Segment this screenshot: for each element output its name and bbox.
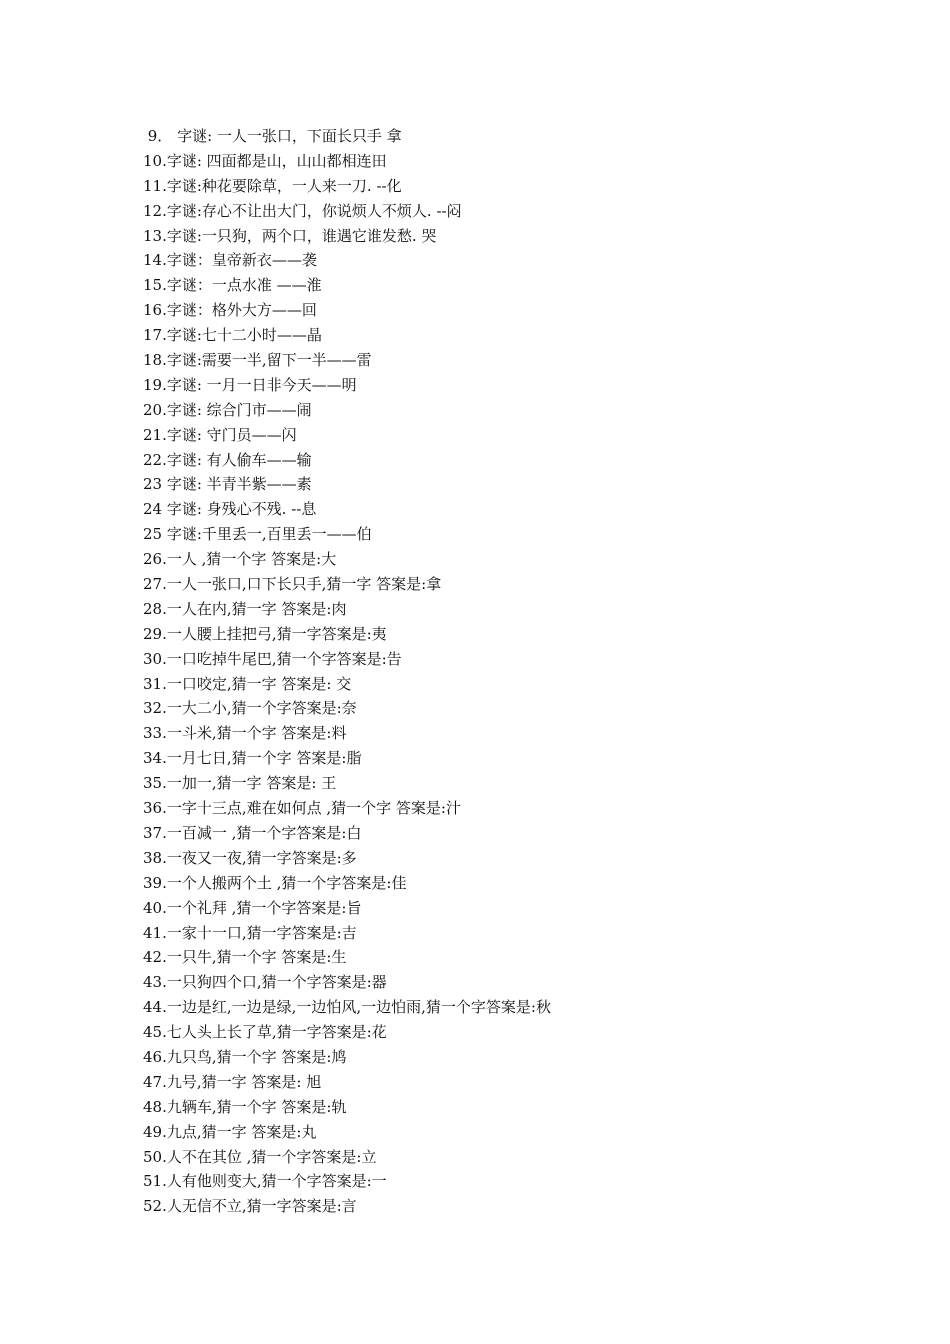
riddle-line: 29.一人腰上挂把弓,猜一字答案是:夷 (143, 624, 387, 643)
riddle-line: 22.字谜: 有人偷车——输 (143, 450, 312, 469)
riddle-line: 18.字谜:需要一半,留下一半——雷 (143, 351, 372, 370)
riddle-line: 47.九号,猜一字 答案是: 旭 (143, 1072, 322, 1091)
riddle-line: 23 字谜: 半青半紫——素 (143, 475, 312, 494)
riddle-line: 10.字谜: 四面都是山，山山都相连田 (143, 151, 387, 170)
riddle-line: 38.一夜又一夜,猜一字答案是:多 (143, 848, 357, 867)
riddle-line: 41.一家十一口,猜一字答案是:吉 (143, 923, 357, 942)
riddle-line: 24 字谜: 身残心不残. --息 (143, 500, 317, 519)
riddle-line: 28.一人在内,猜一字 答案是:肉 (143, 599, 347, 618)
riddle-line: 31.一口咬定,猜一字 答案是: 交 (143, 674, 352, 693)
riddle-line: 14.字谜：皇帝新衣——袭 (143, 251, 317, 270)
riddle-line: 25 字谜:千里丢一,百里丢一——伯 (143, 525, 372, 544)
riddle-line: 30.一口吃掉牛尾巴,猜一个字答案是:告 (143, 649, 402, 668)
riddle-line: 35.一加一,猜一字 答案是: 王 (143, 774, 337, 793)
riddle-line: 21.字谜: 守门员——闪 (143, 425, 297, 444)
riddle-line: 16.字谜：格外大方——回 (143, 301, 317, 320)
riddle-line: 51.人有他则变大,猜一个字答案是:一 (143, 1172, 387, 1191)
riddle-line: 17.字谜:七十二小时——晶 (143, 326, 322, 345)
riddle-line: 37.一百减一 ,猜一个字答案是:白 (143, 823, 362, 842)
riddle-line: 44.一边是红,一边是绿,一边怕风,一边怕雨,猜一个字答案是:秋 (143, 998, 551, 1017)
riddle-line: 12.字谜:存心不让出大门，你说烦人不烦人. --闷 (143, 201, 462, 220)
riddle-line: 36.一字十三点,难在如何点 ,猜一个字 答案是:汁 (143, 799, 461, 818)
riddle-line: 27.一人一张口,口下长只手,猜一字 答案是:拿 (143, 575, 442, 594)
riddle-line: 39.一个人搬两个土 ,猜一个字答案是:佳 (143, 873, 407, 892)
riddle-list (143, 124, 551, 1219)
riddle-line: 20.字谜: 综合门市——闹 (143, 400, 312, 419)
riddle-line: 40.一个礼拜 ,猜一个字答案是:旨 (143, 898, 362, 917)
riddle-line: 9． 字谜: 一人一张口，下面长只手 拿 (143, 127, 402, 145)
riddle-line: 42.一只牛,猜一个字 答案是:生 (143, 948, 347, 967)
riddle-line: 33.一斗米,猜一个字 答案是:料 (143, 724, 347, 743)
riddle-line: 19.字谜: 一月一日非今天——明 (143, 375, 357, 394)
riddle-line: 50.人不在其位 ,猜一个字答案是:立 (143, 1147, 377, 1166)
riddle-line: 26.一人 ,猜一个字 答案是:大 (143, 550, 337, 569)
riddle-line: 52.人无信不立,猜一字答案是:言 (143, 1197, 357, 1216)
riddle-line: 49.九点,猜一字 答案是:丸 (143, 1122, 317, 1141)
riddle-line: 34.一月七日,猜一个字 答案是:脂 (143, 749, 362, 768)
riddle-line: 15.字谜：一点水准 ——淮 (143, 276, 322, 295)
riddle-line: 48.九辆车,猜一个字 答案是:轨 (143, 1097, 347, 1116)
riddle-line: 45.七人头上长了草,猜一字答案是:花 (143, 1023, 387, 1042)
riddle-line: 32.一大二小,猜一个字答案是:奈 (143, 699, 357, 718)
riddle-line: 43.一只狗四个口,猜一个字答案是:器 (143, 973, 387, 992)
riddle-line: 11.字谜:种花要除草，一人来一刀. --化 (143, 176, 402, 195)
riddle-line: 13.字谜:一只狗，两个口，谁遇它谁发愁. 哭 (143, 226, 437, 245)
riddle-line: 46.九只鸟,猜一个字 答案是:鸠 (143, 1047, 347, 1066)
